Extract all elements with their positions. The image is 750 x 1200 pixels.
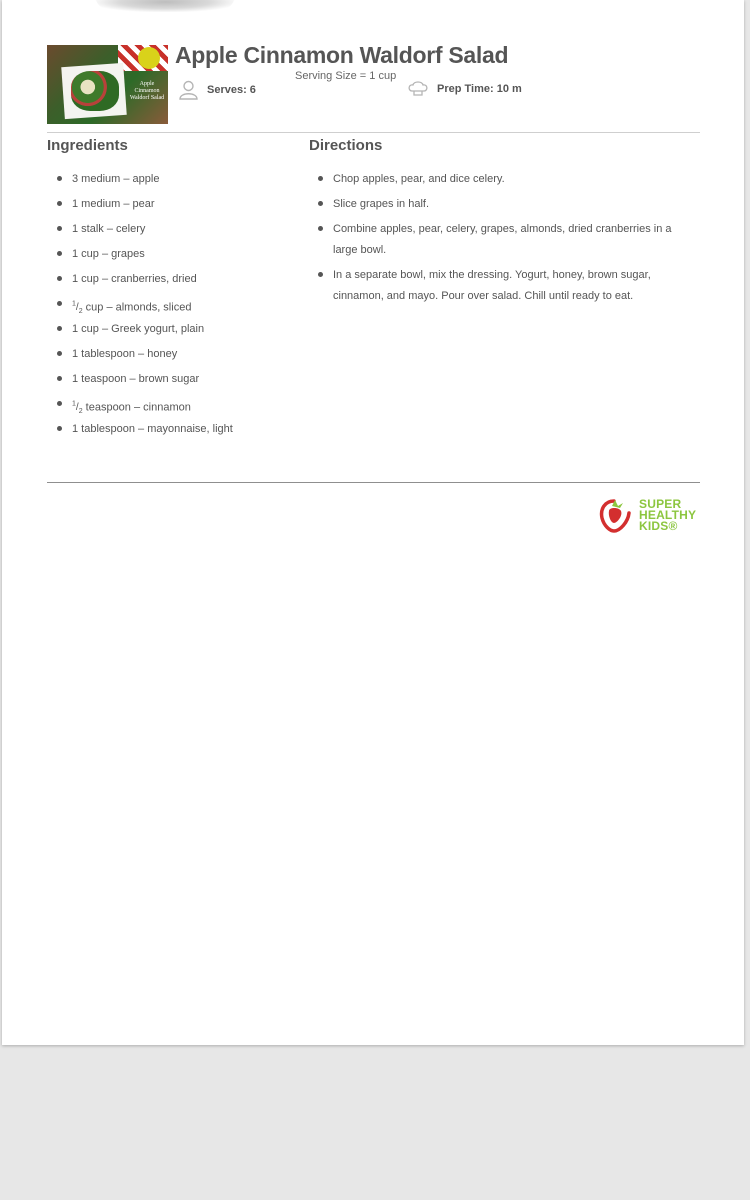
chef-hat-icon — [407, 80, 429, 98]
direction-step: Combine apples, pear, celery, grapes, almonds, dried cranberries in a large bowl. — [318, 219, 693, 261]
person-icon — [178, 80, 199, 100]
prep-time-info — [407, 80, 522, 98]
direction-step: Slice grapes in half. — [318, 194, 693, 215]
footer-divider — [47, 482, 700, 483]
directions-heading: Directions — [309, 137, 383, 154]
prep-time-label: Prep Time: 10 m — [437, 83, 522, 95]
serves-info — [178, 80, 256, 100]
ingredients-heading: Ingredients — [47, 137, 128, 154]
ingredient-item: 1 tablespoon – honey — [57, 344, 297, 369]
brand-text: SUPER HEALTHY KIDS® — [639, 496, 697, 533]
ingredient-item: $^1/_2$ teaspoon – cinnamon — [57, 394, 297, 419]
directions-list — [318, 169, 693, 311]
recipe-page — [2, 0, 744, 1045]
direction-step: In a separate bowl, mix the dressing. Yogurt, honey, brown sugar, cinnamon, and mayo. Pour over salad. Chill until ready to eat. — [318, 265, 693, 307]
photo-caption: Apple Cinnamon Waldorf Salad — [129, 81, 165, 101]
fraction: $^1/_2$ — [72, 301, 83, 316]
top-shadow — [94, 0, 236, 12]
super-healthy-kids-logo — [599, 497, 696, 533]
ingredient-item: $^1/_2$ cup – almonds, sliced — [57, 294, 297, 319]
ingredient-item: 1 cup – Greek yogurt, plain — [57, 319, 297, 344]
recipe-photo — [47, 45, 168, 124]
serves-label: Serves: 6 — [207, 84, 256, 96]
fraction: $^1/_2$ — [72, 401, 83, 416]
ingredient-item: 1 cup – cranberries, dried — [57, 269, 297, 294]
ingredient-item: 1 medium – pear — [57, 194, 297, 219]
serving-size: Serving Size = 1 cup — [295, 70, 397, 82]
recipe-title: Apple Cinnamon Waldorf Salad — [175, 42, 509, 68]
ingredient-item: 1 teaspoon – brown sugar — [57, 369, 297, 394]
ingredient-item: 1 tablespoon – mayonnaise, light — [57, 419, 297, 444]
ingredient-item: 3 medium – apple — [57, 169, 297, 194]
ingredient-item: 1 cup – grapes — [57, 244, 297, 269]
ingredient-item: 1 stalk – celery — [57, 219, 297, 244]
divider — [47, 132, 700, 133]
ingredients-list — [57, 169, 297, 444]
direction-step: Chop apples, pear, and dice celery. — [318, 169, 693, 190]
strawberry-logo-icon — [599, 497, 633, 533]
